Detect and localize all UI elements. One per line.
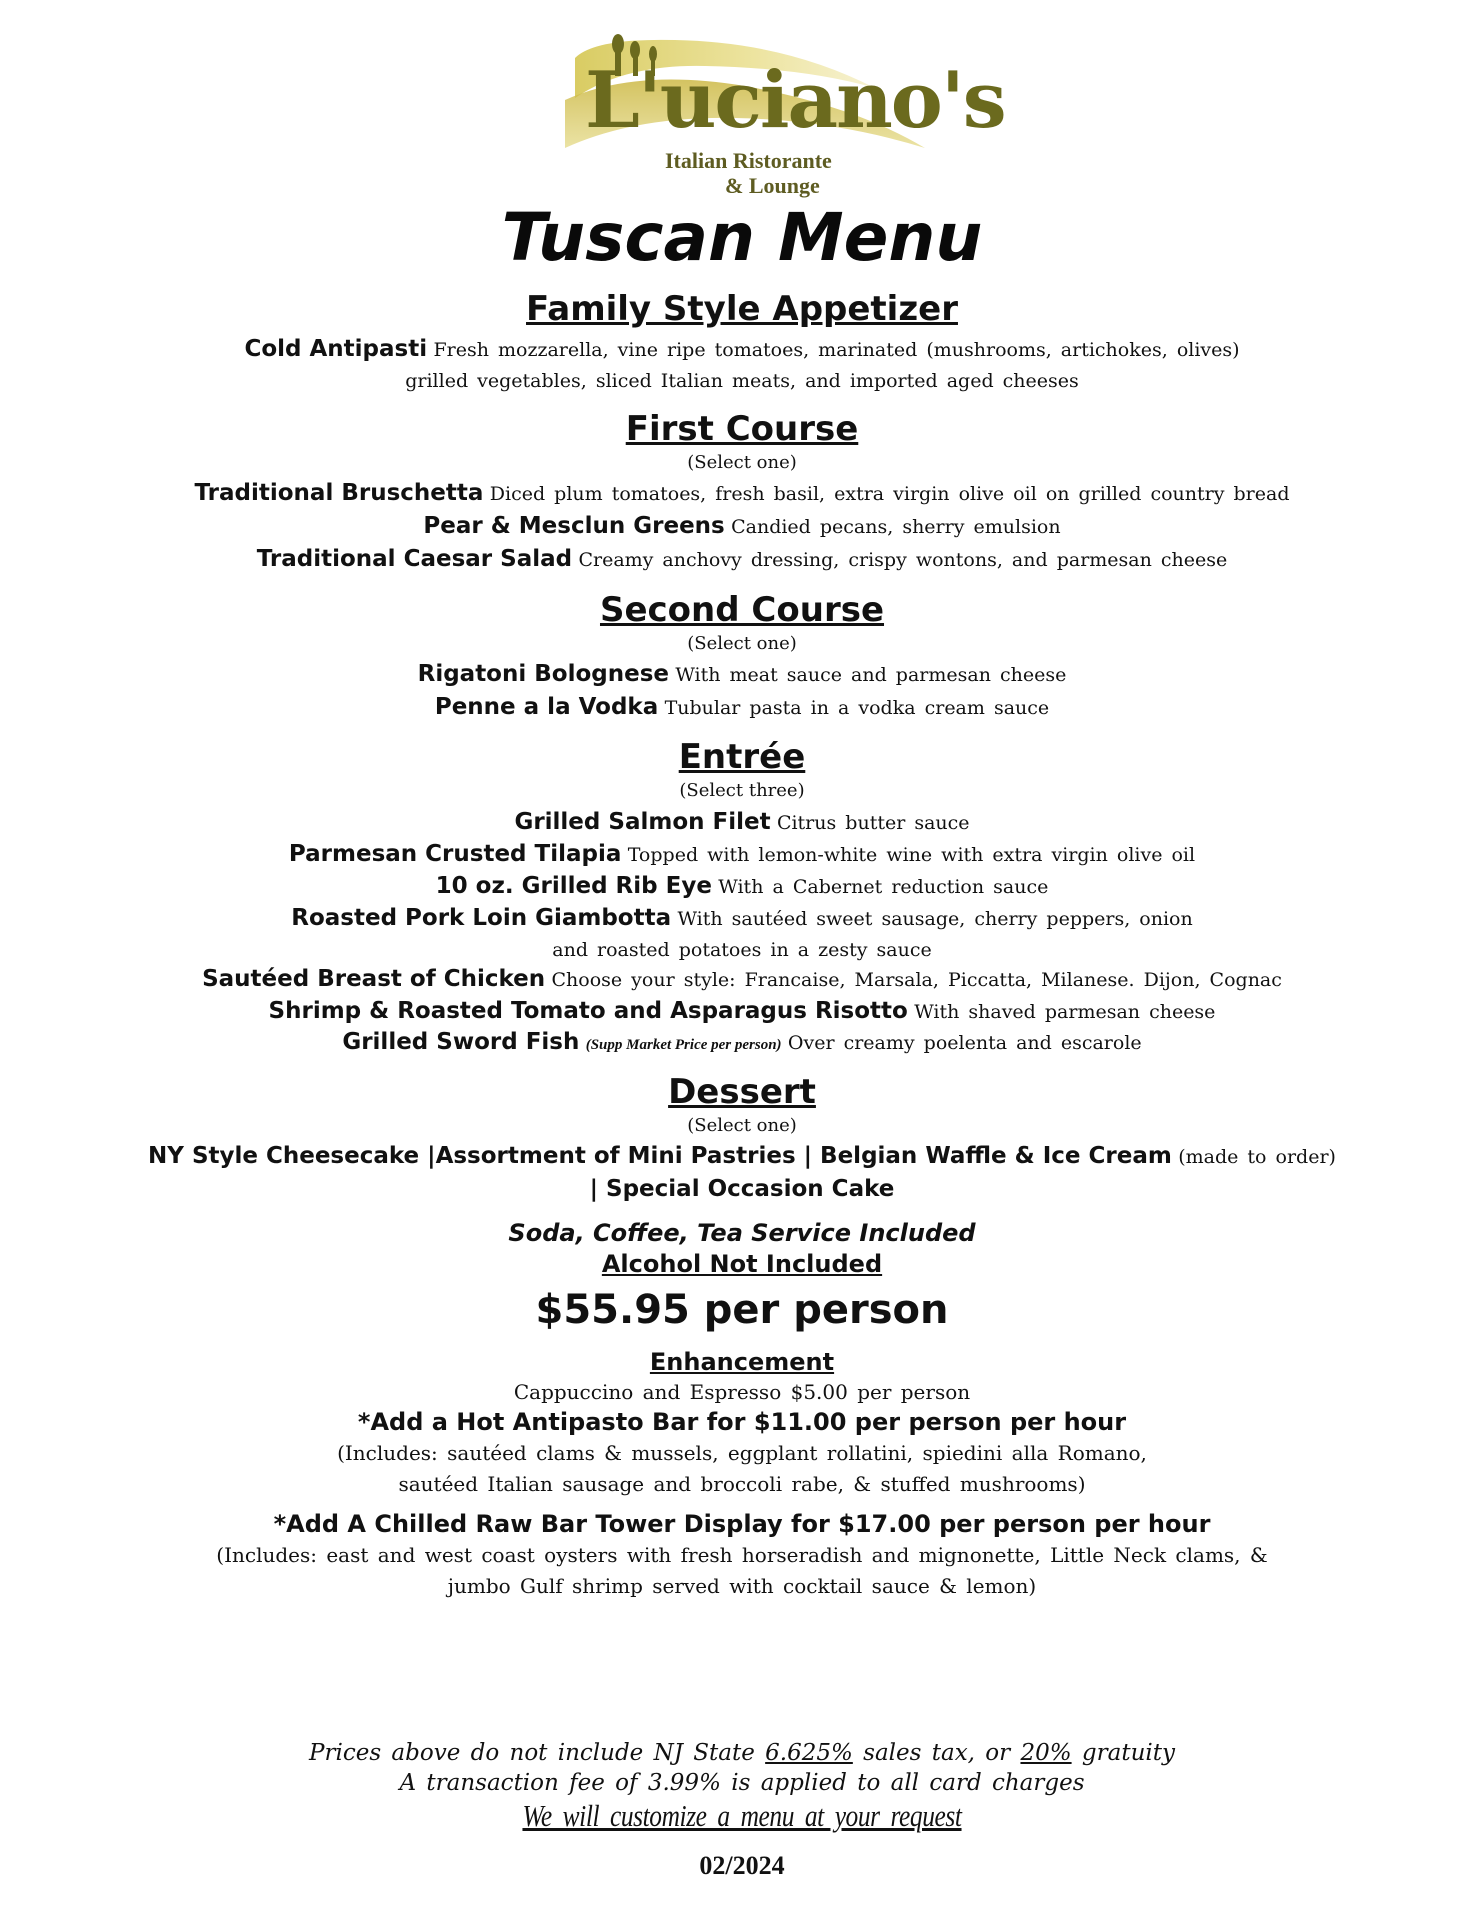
dessert-options: NY Style Cheesecake |Assortment of Mini Pastries | Belgian Waffle & Ice Cream [148,1143,1172,1169]
item-desc: Topped with lemon-white wine with extra virgin olive oil [627,844,1196,866]
select-note: (Select one) [687,1115,797,1136]
customize-note: We will customize a menu at your request [522,1798,962,1833]
item-name: Traditional Caesar Salad [256,546,573,572]
enhancement-cappuccino: Cappuccino and Espresso $5.00 per person [513,1380,971,1404]
section-heading-entree: Entrée [678,737,806,777]
dessert-option-cake: | Special Occasion Cake [589,1176,895,1202]
select-note: (Select one) [687,452,797,473]
section-heading-first-course: First Course [625,409,859,449]
menu-item-tilapia [0,843,1484,866]
item-name: Traditional Bruschetta [194,480,484,506]
item-desc: Over creamy poelenta and escarole [787,1032,1142,1054]
menu-item-cold-antipasti [0,338,1484,361]
item-name: Penne a la Vodka [434,694,659,720]
item-desc: Candied pecans, sherry emulsion [731,516,1061,538]
item-name: Rigatoni Bolognese [417,661,669,687]
restaurant-logo [555,28,1005,203]
tax-prefix: Prices above do not include NJ State [309,1740,755,1766]
item-desc: Fresh mozzarella, vine ripe tomatoes, marinated (mushrooms, artichokes, olives) [433,339,1240,361]
item-name: Parmesan Crusted Tilapia [288,841,622,867]
menu-item-caesar-salad [0,548,1484,571]
item-desc: Citrus butter sauce [776,812,970,834]
section-heading-appetizer: Family Style Appetizer [526,289,958,329]
menu-title: Tuscan Menu [501,199,983,276]
item-name: Cold Antipasti [244,336,428,362]
item-name: Pear & Mesclun Greens [423,513,725,539]
item-name: Sautéed Breast of Chicken [202,966,546,992]
menu-item-chicken [0,968,1484,991]
item-name: Grilled Sword Fish [342,1029,580,1055]
item-name: Roasted Pork Loin Giambotta [291,905,672,931]
item-desc: With sautéed sweet sausage, cherry peppers, onion [677,908,1193,930]
logo-name: L'uciano's [585,55,1005,146]
transaction-fee-note: A transaction fee of 3.99% is applied to all card charges [399,1770,1085,1796]
item-desc: With meat sauce and parmesan cheese [675,664,1067,686]
tax-suffix: gratuity [1081,1740,1175,1766]
enhancement-raw-bar: *Add A Chilled Raw Bar Tower Display for $17.00 per person per hour [273,1510,1211,1538]
menu-item-continuation [0,370,1484,391]
select-note: (Select one) [687,633,797,654]
tax-rate: 6.625% [765,1740,853,1766]
menu-item-rigatoni [0,663,1484,686]
tax-middle: sales tax, or [863,1740,1011,1766]
logo-subtitle-2: & Lounge [725,173,820,198]
section-heading-second-course: Second Course [599,590,885,630]
item-name: 10 oz. Grilled Rib Eye [435,873,712,899]
menu-item-pear-mesclun [0,515,1484,538]
menu-item-penne-vodka [0,696,1484,719]
item-desc-continuation: and roasted potatoes in a zesty sauce [552,939,932,961]
item-desc: With a Cabernet reduction sauce [718,876,1049,898]
hot-bar-includes-2: sautéed Italian sausage and broccoli rabe, & stuffed mushrooms) [398,1472,1086,1496]
item-desc: Creamy anchovy dressing, crispy wontons, and parmesan cheese [578,549,1228,571]
supplement-note: (Supp Market Price per person) [585,1037,782,1053]
raw-bar-includes-1: (Includes: east and west coast oysters with fresh horseradish and mignonette, Little Neck clams, & [216,1543,1268,1567]
menu-item-sword-fish [0,1031,1484,1054]
menu-item-salmon [0,811,1484,834]
menu-date: 02/2024 [699,1851,785,1880]
alcohol-note: Alcohol Not Included [601,1250,883,1278]
enhancement-heading: Enhancement [649,1348,835,1376]
dessert-note: (made to order) [1178,1146,1336,1168]
tax-note [0,1742,1484,1765]
raw-bar-includes-2: jumbo Gulf shrimp served with cocktail sauce & lemon) [447,1574,1037,1598]
menu-item-risotto [0,1000,1484,1023]
item-desc: With shaved parmesan cheese [914,1001,1216,1023]
menu-item-rib-eye [0,875,1484,898]
item-desc-continuation: grilled vegetables, sliced Italian meats, and imported aged cheeses [405,370,1079,392]
hot-bar-includes-1: (Includes: sautéed clams & mussels, eggplant rollatini, spiedini alla Romano, [337,1441,1147,1465]
menu-item-pork-continuation [0,939,1484,960]
menu-item-bruschetta [0,482,1484,505]
dessert-options-line-2 [0,1178,1484,1201]
menu-item-pork-loin [0,907,1484,930]
item-desc: Diced plum tomatoes, fresh basil, extra virgin olive oil on grilled country bread [489,483,1290,505]
beverage-note: Soda, Coffee, Tea Service Included [508,1219,976,1247]
item-name: Grilled Salmon Filet [514,809,771,835]
enhancement-hot-bar: *Add a Hot Antipasto Bar for $11.00 per person per hour [357,1408,1127,1436]
section-heading-dessert: Dessert [668,1072,816,1112]
item-desc: Choose your style: Francaise, Marsala, Piccatta, Milanese. Dijon, Cognac [551,969,1282,991]
price-per-person: $55.95 per person [535,1287,949,1333]
select-note: (Select three) [679,780,805,801]
item-name: Shrimp & Roasted Tomato and Asparagus Risotto [268,998,908,1024]
logo-subtitle-1: Italian Ristorante [665,148,832,173]
dessert-options-line-1 [0,1145,1484,1168]
gratuity-rate: 20% [1020,1740,1072,1766]
item-desc: Tubular pasta in a vodka cream sauce [664,697,1050,719]
